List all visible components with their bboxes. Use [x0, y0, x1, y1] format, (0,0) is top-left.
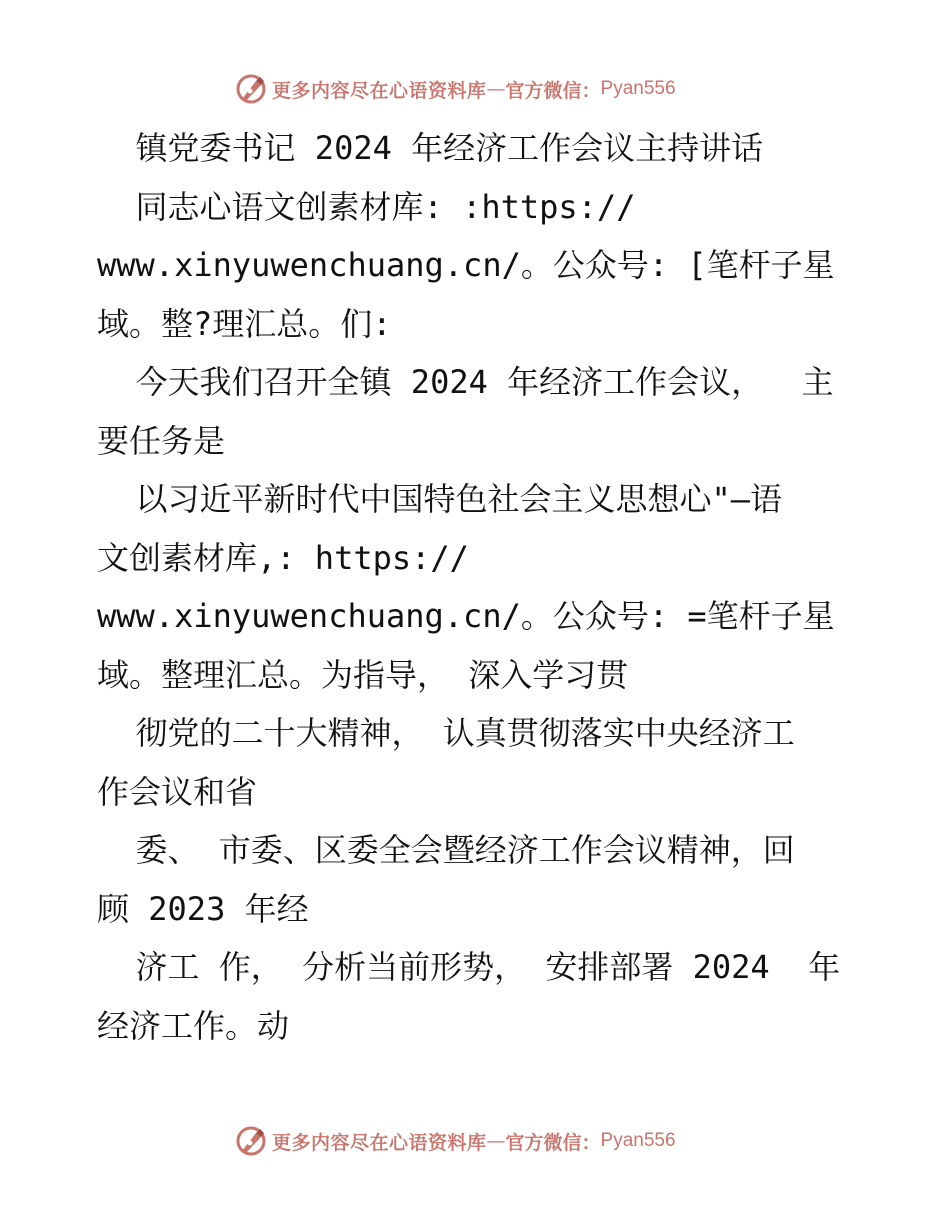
text-line: www.xinyuwenchuang.cn/。公众号: =笔杆子星: [97, 597, 835, 635]
document-title: 镇党委书记 2024 年经济工作会议主持讲话: [97, 129, 764, 167]
text-line: www.xinyuwenchuang.cn/。公众号: [笔杆子星: [97, 246, 835, 284]
banner-separator: —: [486, 1130, 506, 1152]
pen-logo-icon: [234, 1124, 268, 1158]
document-body: [97, 126, 867, 1062]
header-banner[interactable]: [234, 72, 676, 106]
text-line: 经济工作。动: [97, 1006, 290, 1045]
text-line: 域。整?理汇总。们:: [97, 304, 392, 343]
banner-text: 更多内容尽在心语资料库: [272, 79, 487, 102]
text-line: 委、 市委、区委全会暨经济工作会议精神，回: [97, 831, 795, 869]
text-line: 顾 2023 年经: [97, 889, 309, 928]
banner-wechat-id: Pyan556: [600, 1130, 676, 1151]
pen-logo-icon: [234, 72, 268, 106]
footer-banner[interactable]: [234, 1124, 676, 1158]
text-line: 文创素材库,: https://: [97, 538, 469, 577]
text-line: 要任务是: [97, 421, 226, 460]
text-line: 济工 作， 分析当前形势， 安排部署 2024 年: [97, 948, 841, 986]
text-line: 域。整理汇总。为指导， 深入学习贯: [97, 655, 629, 694]
banner-official-label: 官方微信：: [505, 1131, 601, 1154]
text-line: 彻党的二十大精神， 认真贯彻落实中央经济工: [97, 714, 795, 752]
text-line: 今天我们召开全镇 2024 年经济工作会议， 主: [97, 363, 834, 401]
banner-text: 更多内容尽在心语资料库: [272, 1131, 487, 1154]
banner-separator: —: [486, 78, 506, 100]
text-line: 同志心语文创素材库: :https://: [97, 187, 636, 226]
text-line: 以习近平新时代中国特色社会主义思想心"—语: [97, 480, 783, 518]
banner-wechat-id: Pyan556: [600, 78, 676, 99]
banner-official-label: 官方微信：: [505, 79, 601, 102]
text-line: 作会议和省: [97, 772, 258, 811]
